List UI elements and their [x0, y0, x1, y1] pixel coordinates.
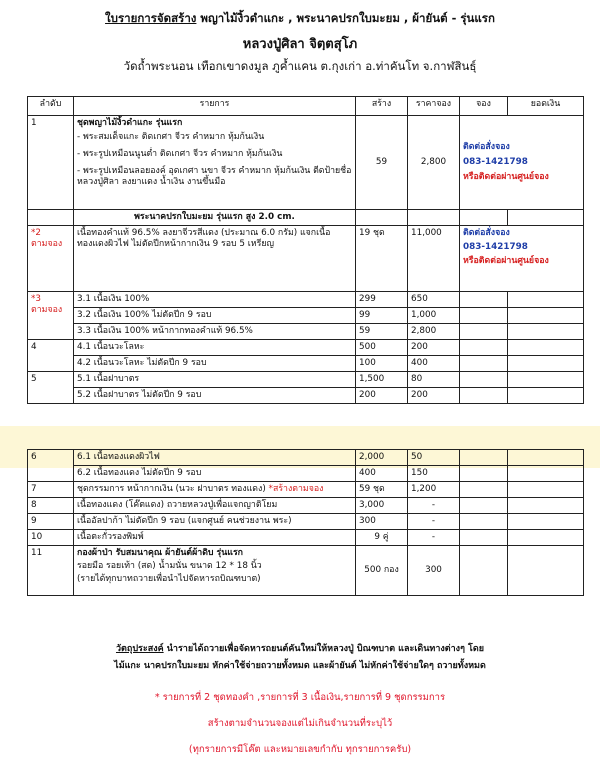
table-row [28, 116, 584, 210]
price: 300 [408, 545, 460, 595]
table-row [28, 339, 584, 355]
made-count: 500 [356, 339, 408, 355]
made-count: 300 [356, 513, 408, 529]
row-item: 5.2 เนื้อฝาบาตร ไม่ตัดปีก 9 รอบ [74, 387, 356, 403]
made-count: 400 [356, 465, 408, 481]
footnote: * รายการที่ 2 ชุดทองคำ ,รายการที่ 3 เนื้อเงิน,รายการที่ 9 ชุดกรรมการ [154, 692, 446, 703]
row-item: 3.1 เนื้อเงิน 100% [74, 291, 356, 307]
made-count: 200 [356, 387, 408, 403]
price: 50 [408, 449, 460, 465]
made-count: 59 ชุด [356, 481, 408, 497]
row-item [74, 481, 356, 497]
col-header-item: รายการ [74, 97, 356, 116]
made-count: 9 คู่ [356, 529, 408, 545]
price: 2,800 [408, 116, 460, 210]
price: 650 [408, 291, 460, 307]
row-number: 10 [28, 529, 74, 545]
table-row [28, 465, 584, 481]
table-row [28, 545, 584, 595]
row-number-cell [28, 225, 74, 291]
made-count: 19 ชุด [356, 225, 408, 291]
made-count: 59 [356, 116, 408, 210]
row-number: 7 [28, 481, 74, 497]
row-note: ตามจอง [31, 304, 63, 315]
contact-phone[interactable]: 083-1421798 [463, 157, 528, 167]
footnote: (ทุกรายการมีโค๊ต และหมายเลขกำกับ ทุกรายการครับ) [188, 744, 412, 755]
contact-phone[interactable]: 083-1421798 [463, 241, 528, 252]
made-count: 3,000 [356, 497, 408, 513]
row-number: *2 [31, 227, 41, 238]
purpose-line-2: ไม้แกะ นาคปรกใบมะยม หักค่าใช้จ่ายถวายทั้งหมด และผ้ายันต์ ไม่หักค่าใช้จ่ายใดๆ ถวายทั้งหมด [114, 661, 486, 671]
col-header-reserve: จอง [460, 97, 508, 116]
row-item: เนื้อทองคำแท้ 96.5% ลงยาจีวรสีแดง (ประมาณ 6.0 กรัม) แจกเนื้อทองแดงผิวไฟ ไม่ตัดปีกหน้ากากเงิน 9 รอบ 5 เหรียญ [74, 225, 356, 291]
row-number-cell [28, 291, 74, 339]
item-note: *สร้างตามจอง [268, 483, 324, 494]
contact-label: ติดต่อสั่งจอง [463, 227, 510, 238]
section-title: พระนาคปรกใบมะยม รุ่นแรก สูง 2.0 cm. [74, 210, 356, 226]
item-title: ชุดพญาไม้งิ้วดำแกะ รุ่นแรก [77, 118, 183, 128]
row-item: 6.2 เนื้อทองแดง ไม่ตัดปีก 9 รอบ [74, 465, 356, 481]
gap-row [28, 403, 584, 449]
table-row [28, 497, 584, 513]
item-line: (รายได้ทุกบาทถวายเพื่อนำไปจัดหารถบิณฑบาต) [77, 573, 261, 584]
price: 150 [408, 465, 460, 481]
item-line: - พระรูปเหมือนนูนต่ำ ติดเกศา จีวร คำหมาก หุ้มก้นเงิน [77, 148, 283, 159]
order-table [27, 96, 584, 596]
col-header-no: ลำดับ [28, 97, 74, 116]
item-line: รอยมือ รอยเท้า (สด) น้ำมนั่น ขนาด 12 * 18 นิ้ว [77, 560, 262, 571]
made-count: 500 กอง [356, 545, 408, 595]
temple-address: วัดถ้ำพระนอน เทือกเขาดงมูล ภูค้ำแคน ต.กุงเก่า อ.ท่าคันโท จ.กาฬสินธุ์ [123, 59, 477, 73]
made-count: 2,000 [356, 449, 408, 465]
footnote: สร้างตามจำนวนจองแต่ไม่เกินจำนวนที่ระบุไว้ [207, 718, 393, 729]
purpose-label: วัตถุประสงค์ [115, 644, 164, 654]
price: 2,800 [408, 323, 460, 339]
price: 400 [408, 355, 460, 371]
list-title-label: ใบรายการจัดสร้าง [105, 11, 197, 25]
contact-alt: หรือติดต่อผ่านศูนย์จอง [463, 171, 549, 182]
row-note: ตามจอง [31, 238, 63, 249]
row-item: 3.3 เนื้อเงิน 100% หน้ากากทองคำแท้ 96.5% [74, 323, 356, 339]
row-item: 4.2 เนื้อนวะโลหะ ไม่ตัดปีก 9 รอบ [74, 355, 356, 371]
row-item: 6.1 เนื้อทองแดงผิวไฟ [74, 449, 356, 465]
item-line: - พระรูปเหมือนลอยองค์ อุดเกศา นขา จีวร คำหมาก หุ้มก้นเงิน ตีดป้ายชื่อหลวงปู่ศิลา ลงยาแดง น้ำเงิน งานขึ้นมือ [77, 165, 352, 187]
contact-cell [460, 225, 584, 291]
col-header-made: สร้าง [356, 97, 408, 116]
row-number: 11 [28, 545, 74, 595]
contact-cell [460, 116, 584, 210]
row-item [74, 545, 356, 595]
purpose-text: นำรายได้ถวายเพื่อจัดหารถยนต์คันใหม่ให้หลวงปู่ บิณฑบาต และเดินทางต่างๆ โดย [163, 644, 484, 654]
made-count: 299 [356, 291, 408, 307]
price: 1,200 [408, 481, 460, 497]
price: 200 [408, 387, 460, 403]
row-item [74, 116, 356, 210]
row-number: 6 [28, 449, 74, 481]
table-row [28, 387, 584, 403]
document-header-line [0, 10, 600, 28]
col-header-price: ราคาจอง [408, 97, 460, 116]
made-count: 99 [356, 307, 408, 323]
price: 1,000 [408, 307, 460, 323]
table-row [28, 371, 584, 387]
made-count: 100 [356, 355, 408, 371]
row-number: 8 [28, 497, 74, 513]
row-item: เนื้ออัลปาก้า ไม่ตัดปีก 9 รอบ (แจกศูนย์ คนช่วยงาน พระ) [74, 513, 356, 529]
price: 11,000 [408, 225, 460, 291]
contact-alt: หรือติดต่อผ่านศูนย์จอง [463, 255, 549, 266]
table-row [28, 355, 584, 371]
price: - [408, 497, 460, 513]
row-item: เนื้อทองแดง (โค๊ตแดง) ถวายหลวงปู่เพื่อแจกญาติโยม [74, 497, 356, 513]
row-number: 9 [28, 513, 74, 529]
row-item: 4.1 เนื้อนวะโลหะ [74, 339, 356, 355]
table-row [28, 513, 584, 529]
price: - [408, 513, 460, 529]
price: - [408, 529, 460, 545]
item-line: - พระสมเด็จแกะ ติดเกศา จีวร คำหมาก หุ้มก้นเงิน [77, 131, 265, 142]
row-number: 4 [28, 339, 74, 371]
table-row [28, 225, 584, 291]
row-number: *3 [31, 293, 41, 304]
row-number: 1 [28, 116, 74, 210]
table-row [28, 307, 584, 323]
monk-name-title: หลวงปู่ศิลา จิตฺตสุโภ [242, 37, 358, 52]
section-header-row [28, 210, 584, 226]
list-title-rest: พญาไม้งิ้วดำแกะ , พระนาคปรกใบมะยม , ผ้ายันต์ - รุ่นแรก [196, 11, 495, 25]
row-item: เนื้อตะกั่วรองพิมพ์ [74, 529, 356, 545]
made-count: 59 [356, 323, 408, 339]
col-header-total: ยอดเงิน [508, 97, 584, 116]
row-item: 5.1 เนื้อฝาบาตร [74, 371, 356, 387]
made-count: 1,500 [356, 371, 408, 387]
item-text: ชุดกรรมการ หน้ากากเงิน (นวะ ฝาบาตร ทองแดง) [77, 483, 266, 494]
contact-label: ติดต่อสั่งจอง [463, 142, 510, 153]
row-item: 3.2 เนื้อเงิน 100% ไม่ตัดปีก 9 รอบ [74, 307, 356, 323]
item-title: กองผ้าป่า รับสมนาคุณ ผ้ายันต์ผ้าดิบ รุ่นแรก [77, 547, 244, 558]
table-row [28, 529, 584, 545]
price: 200 [408, 339, 460, 355]
table-row [28, 323, 584, 339]
row-number: 5 [28, 371, 74, 403]
table-row [28, 449, 584, 465]
table-header-row [28, 97, 584, 116]
price: 80 [408, 371, 460, 387]
table-row [28, 291, 584, 307]
purpose-line [0, 641, 600, 655]
table-row [28, 481, 584, 497]
